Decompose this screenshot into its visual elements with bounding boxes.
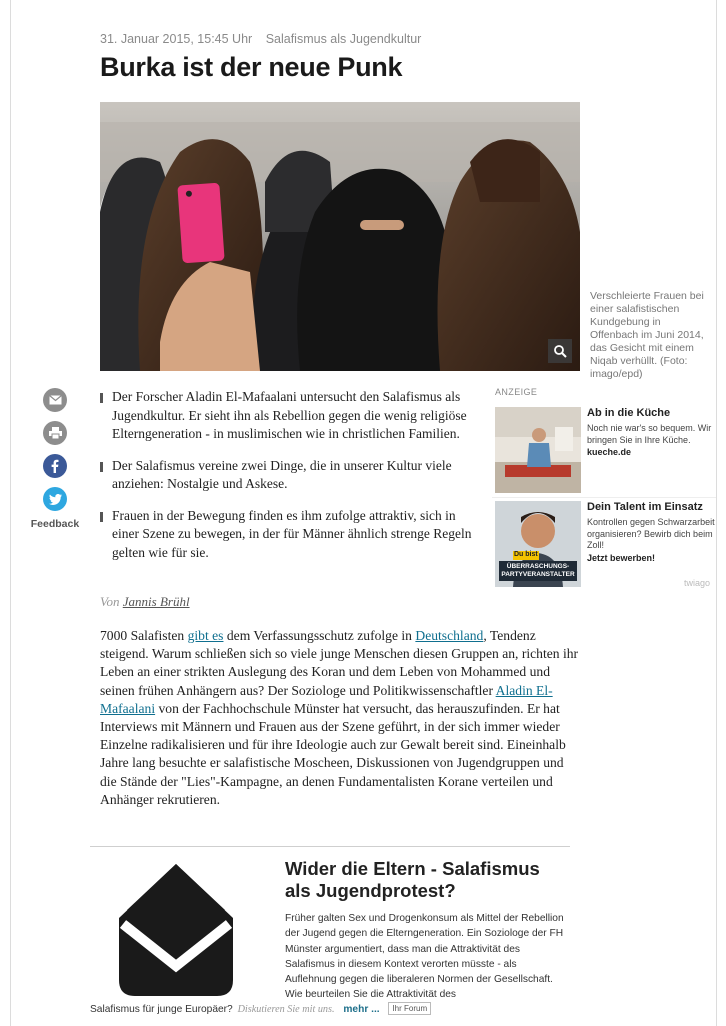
teaser-text: Frauen in der Bewegung finden es ihm zufolge attraktiv, sich in einer Szene zu bewegen, in der für Männer ähnlich strenge Regeln gelten wie für sie.	[112, 507, 472, 560]
feedback-link[interactable]: Feedback	[30, 518, 80, 530]
ad-desc: Noch nie war's so bequem. Wir bringen Sie in Ihre Küche.	[587, 423, 712, 445]
byline-prefix: Von	[100, 594, 120, 609]
bullet-bar	[100, 393, 103, 403]
body-text-4: von der Fachhochschule Münster hat versucht, das herauszufinden. Er hat Interviews mit Männern und Frauen aus der Szene geführt, in der sich immer wieder Einzelne radikalisieren und für ihre Ideologie auch zur Gewalt bereit sind. Eineinhalb Jahre lang besuchte er salafistische Moscheen, Diskussionen von Jugendgruppen und die Stände der "Lies"-Kampagne, an denen Fundamentalisten Korane verteilen und Anhänger rekrutieren.	[100, 700, 566, 807]
ad-label: ANZEIGE	[495, 387, 538, 397]
twitter-icon	[49, 494, 62, 505]
ad-provider-logo[interactable]: twiago	[683, 578, 710, 588]
ad-title: Dein Talent im Einsatz	[587, 501, 703, 513]
article-body	[100, 627, 582, 809]
article-meta	[100, 32, 421, 46]
author-link[interactable]: Jannis Brühl	[122, 594, 190, 609]
mail-icon	[49, 395, 62, 405]
image-caption: Verschleierte Frauen bei einer salafistischen Kundgebung in Offenbach im Juni 2014, das Gesicht mit einem Niqab verhüllt. (Foto: imago/epd)	[590, 290, 704, 380]
body-text-3: , Tendenz steigend. Warum schließen sich so viele junge Menschen diesen Gruppen an, richten ihr Leben an einer strikten Auslegung des Koran und dem Leben von Mohammed und seinen frühen Anhängern aus? Der Soziologe und Politikwissenschaftler	[100, 628, 579, 698]
link-deutschland[interactable]: Deutschland	[415, 628, 484, 643]
facebook-share-button[interactable]	[43, 454, 67, 478]
teaser-item	[100, 507, 480, 563]
forum-footer	[90, 1002, 431, 1015]
ad-copy	[587, 407, 717, 457]
article-title: Burka ist der neue Punk	[100, 52, 403, 82]
link-gibt-es[interactable]: gibt es	[187, 628, 224, 643]
forum-more-link[interactable]: mehr ...	[343, 1004, 380, 1015]
link-el-mafaalani[interactable]: Aladin El-Mafaalani	[100, 682, 553, 716]
byline	[100, 594, 190, 610]
share-mail-button[interactable]	[43, 388, 67, 412]
article-date: 31. Januar 2015, 15:45 Uhr	[100, 32, 253, 46]
ad-divider	[492, 497, 716, 498]
facebook-icon	[51, 459, 59, 473]
article-topic[interactable]: Salafismus als Jugendkultur	[265, 32, 422, 46]
share-bar	[30, 388, 80, 530]
teaser-item	[100, 388, 480, 444]
bullet-bar	[100, 462, 103, 472]
ad-box	[492, 387, 716, 590]
ad-link[interactable]: kueche.de	[587, 447, 632, 457]
body-text-1: 7000 Salafisten	[100, 628, 188, 643]
bullet-bar	[100, 512, 103, 522]
ad-image-kueche	[495, 407, 581, 493]
body-text-2: dem Verfassungsschutz zufolge in	[223, 628, 416, 643]
forum-speech-icon	[117, 862, 235, 999]
ad-title: Ab in die Küche	[587, 407, 671, 419]
kitchen-photo	[495, 407, 581, 493]
hero-image[interactable]	[100, 102, 580, 371]
ad-link[interactable]: Jetzt bewerben!	[587, 552, 656, 563]
teaser-item	[100, 457, 480, 494]
hero-photo	[100, 102, 580, 371]
ad-item-zoll[interactable]	[495, 501, 713, 587]
ad-image-text: ÜBERRASCHUNGS-PARTYVERANSTALTER	[501, 563, 575, 578]
ad-badge: Du bist	[514, 551, 538, 558]
teaser-text: Der Forscher Aladin El-Mafaalani untersucht den Salafismus als Jugendkultur. Er sieht ihn als Rebellion gegen die wenig religiöse Elterngeneration - in muslimischen wie in christlichen Familien.	[112, 389, 467, 441]
forum-badge: Ihr Forum	[388, 1002, 431, 1015]
ad-image-zoll	[495, 501, 581, 587]
section-divider	[90, 846, 570, 847]
forum-desc-end: Salafismus für junge Europäer?	[90, 1004, 233, 1015]
ad-copy	[587, 501, 717, 563]
article-teaser	[100, 388, 480, 575]
magnifier-icon	[553, 344, 567, 358]
forum-logo	[117, 862, 235, 999]
print-icon	[49, 427, 62, 439]
twitter-share-button[interactable]	[43, 487, 67, 511]
forum-description: Früher galten Sex und Drogenkonsum als Mittel der Rebellion der Jugend gegen die Elterngeneration. Ein Soziologe der FH Münster argumentiert, dass man die Attraktivität des Salafismus in diesem Kontext verorten müsste - als Auflehnung gegen die liberaleren Normen der Gesellschaft. Wie beurteilen Sie die Attraktivität des	[285, 913, 564, 1001]
zoom-button[interactable]	[548, 339, 572, 363]
print-button[interactable]	[43, 421, 67, 445]
ad-item-kueche[interactable]	[495, 407, 713, 493]
ad-desc: Kontrollen gegen Schwarzarbeit organisieren? Bewirb dich beim Zoll!	[587, 517, 715, 550]
forum-cta: Diskutieren Sie mit uns.	[237, 1004, 335, 1015]
page-border-left	[10, 0, 11, 1026]
teaser-text: Der Salafismus vereine zwei Dinge, die in unserer Kultur viele anziehen: Nostalgie und Askese.	[112, 457, 452, 491]
forum-title[interactable]: Wider die Eltern - Salafismus als Jugendprotest?	[285, 858, 540, 901]
